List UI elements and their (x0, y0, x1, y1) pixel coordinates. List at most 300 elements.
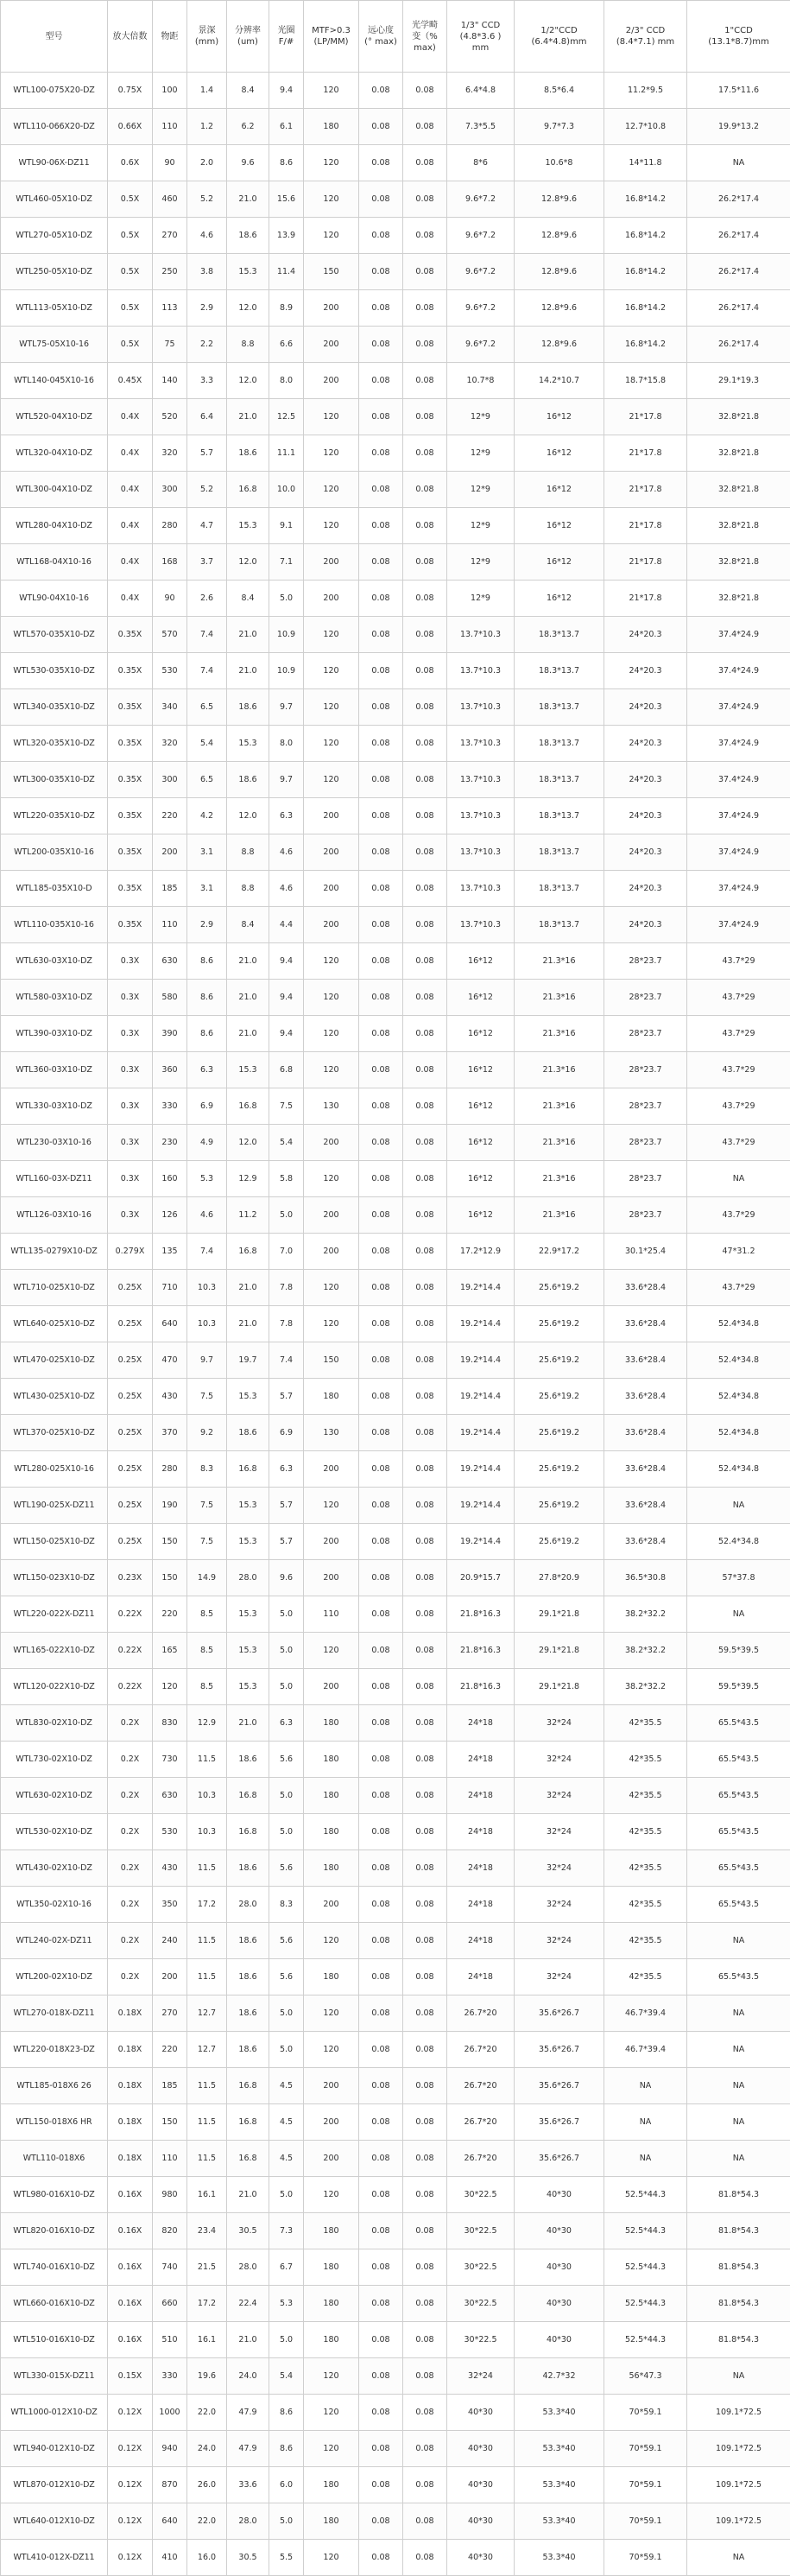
cell-working-distance: 1000 (153, 2395, 187, 2431)
cell-depth-of-field: 8.6 (187, 980, 227, 1016)
cell-ccd-one-inch: 43.7*29 (687, 1016, 790, 1052)
cell-ccd-one-inch: 43.7*29 (687, 1270, 790, 1306)
cell-working-distance: 330 (153, 2358, 187, 2395)
cell-working-distance: 660 (153, 2286, 187, 2322)
cell-ccd-one-third: 40*30 (447, 2431, 515, 2467)
cell-distortion: 0.08 (403, 1705, 447, 1742)
cell-telecentricity: 0.08 (359, 617, 403, 653)
cell-ccd-half: 21.3*16 (515, 980, 604, 1016)
cell-ccd-two-thirds: 36.5*30.8 (604, 1560, 687, 1596)
table-row (1, 1088, 790, 1125)
cell-distortion: 0.08 (403, 653, 447, 689)
cell-working-distance: 300 (153, 472, 187, 508)
cell-telecentricity: 0.08 (359, 1850, 403, 1887)
cell-depth-of-field: 6.5 (187, 762, 227, 798)
header-depth-of-field: 景深 (mm) (187, 1, 227, 73)
cell-working-distance: 190 (153, 1488, 187, 1524)
cell-telecentricity: 0.08 (359, 181, 403, 218)
cell-model: WTL100-075X20-DZ (1, 73, 108, 109)
cell-ccd-half: 16*12 (515, 508, 604, 544)
cell-magnification: 0.25X (108, 1342, 153, 1379)
cell-resolution: 21.0 (227, 617, 269, 653)
cell-ccd-half: 32*24 (515, 1923, 604, 1959)
cell-ccd-one-third: 19.2*14.4 (447, 1488, 515, 1524)
cell-magnification: 0.5X (108, 290, 153, 327)
cell-ccd-one-third: 16*12 (447, 1052, 515, 1088)
cell-ccd-one-inch: 29.1*19.3 (687, 363, 790, 399)
cell-mtf: 120 (304, 1306, 359, 1342)
cell-working-distance: 200 (153, 834, 187, 871)
cell-mtf: 120 (304, 1923, 359, 1959)
cell-ccd-half: 9.7*7.3 (515, 109, 604, 145)
cell-telecentricity: 0.08 (359, 1778, 403, 1814)
cell-ccd-two-thirds: NA (604, 2068, 687, 2104)
cell-magnification: 0.35X (108, 689, 153, 726)
cell-ccd-one-inch: 52.4*34.8 (687, 1342, 790, 1379)
cell-telecentricity: 0.08 (359, 254, 403, 290)
cell-mtf: 120 (304, 2032, 359, 2068)
cell-magnification: 0.35X (108, 617, 153, 653)
cell-ccd-one-third: 13.7*10.3 (447, 907, 515, 943)
cell-ccd-one-third: 19.2*14.4 (447, 1524, 515, 1560)
cell-depth-of-field: 4.9 (187, 1125, 227, 1161)
cell-model: WTL165-022X10-DZ (1, 1633, 108, 1669)
cell-ccd-two-thirds: 70*59.1 (604, 2503, 687, 2540)
cell-distortion: 0.08 (403, 907, 447, 943)
cell-aperture: 8.0 (269, 726, 304, 762)
table-row (1, 1197, 790, 1234)
cell-ccd-two-thirds: 28*23.7 (604, 1197, 687, 1234)
cell-model: WTL280-025X10-16 (1, 1451, 108, 1488)
cell-ccd-one-third: 19.2*14.4 (447, 1342, 515, 1379)
cell-ccd-half: 21.3*16 (515, 1052, 604, 1088)
cell-mtf: 200 (304, 798, 359, 834)
cell-distortion: 0.08 (403, 218, 447, 254)
cell-telecentricity: 0.08 (359, 1488, 403, 1524)
cell-resolution: 15.3 (227, 1596, 269, 1633)
cell-distortion: 0.08 (403, 2177, 447, 2213)
cell-aperture: 5.0 (269, 2503, 304, 2540)
cell-ccd-one-inch: NA (687, 1488, 790, 1524)
table-row (1, 2540, 790, 2576)
cell-ccd-two-thirds: 52.5*44.3 (604, 2213, 687, 2249)
cell-ccd-two-thirds: 33.6*28.4 (604, 1379, 687, 1415)
cell-mtf: 200 (304, 1197, 359, 1234)
cell-distortion: 0.08 (403, 980, 447, 1016)
cell-depth-of-field: 16.0 (187, 2540, 227, 2576)
cell-aperture: 7.4 (269, 1342, 304, 1379)
cell-ccd-two-thirds: 21*17.8 (604, 544, 687, 581)
cell-ccd-half: 16*12 (515, 472, 604, 508)
cell-ccd-one-inch: NA (687, 1923, 790, 1959)
cell-magnification: 0.2X (108, 1959, 153, 1995)
cell-model: WTL300-04X10-DZ (1, 472, 108, 508)
cell-resolution: 18.6 (227, 1742, 269, 1778)
cell-magnification: 0.3X (108, 943, 153, 980)
cell-ccd-half: 32*24 (515, 1778, 604, 1814)
cell-model: WTL110-066X20-DZ (1, 109, 108, 145)
cell-model: WTL90-06X-DZ11 (1, 145, 108, 181)
table-row (1, 762, 790, 798)
cell-distortion: 0.08 (403, 1379, 447, 1415)
cell-distortion: 0.08 (403, 1560, 447, 1596)
cell-telecentricity: 0.08 (359, 1415, 403, 1451)
cell-magnification: 0.16X (108, 2249, 153, 2286)
cell-magnification: 0.3X (108, 1052, 153, 1088)
cell-model: WTL350-02X10-16 (1, 1887, 108, 1923)
cell-ccd-one-third: 6.4*4.8 (447, 73, 515, 109)
cell-working-distance: 75 (153, 327, 187, 363)
cell-ccd-one-inch: NA (687, 2540, 790, 2576)
cell-distortion: 0.08 (403, 617, 447, 653)
header-ccd-two-thirds: 2/3" CCD (8.4*7.1) mm (604, 1, 687, 73)
cell-ccd-two-thirds: 16.8*14.2 (604, 290, 687, 327)
cell-mtf: 180 (304, 1379, 359, 1415)
cell-mtf: 120 (304, 617, 359, 653)
cell-depth-of-field: 7.4 (187, 617, 227, 653)
cell-ccd-one-inch: 81.8*54.3 (687, 2286, 790, 2322)
cell-working-distance: 980 (153, 2177, 187, 2213)
cell-resolution: 12.0 (227, 290, 269, 327)
header-resolution: 分辨率 (um) (227, 1, 269, 73)
cell-resolution: 15.3 (227, 508, 269, 544)
cell-working-distance: 110 (153, 2141, 187, 2177)
cell-model: WTL200-035X10-16 (1, 834, 108, 871)
cell-telecentricity: 0.08 (359, 2104, 403, 2141)
cell-ccd-half: 35.6*26.7 (515, 2141, 604, 2177)
cell-resolution: 11.2 (227, 1197, 269, 1234)
cell-ccd-half: 35.6*26.7 (515, 2032, 604, 2068)
cell-ccd-one-third: 12*9 (447, 581, 515, 617)
cell-depth-of-field: 16.1 (187, 2322, 227, 2358)
cell-ccd-one-inch: 65.5*43.5 (687, 1959, 790, 1995)
table-row (1, 73, 790, 109)
cell-ccd-one-inch: 37.4*24.9 (687, 762, 790, 798)
cell-ccd-one-third: 19.2*14.4 (447, 1306, 515, 1342)
cell-telecentricity: 0.08 (359, 1161, 403, 1197)
cell-mtf: 120 (304, 943, 359, 980)
cell-resolution: 16.8 (227, 1088, 269, 1125)
cell-telecentricity: 0.08 (359, 2395, 403, 2431)
cell-magnification: 0.25X (108, 1488, 153, 1524)
cell-model: WTL410-012X-DZ11 (1, 2540, 108, 2576)
cell-distortion: 0.08 (403, 1596, 447, 1633)
cell-ccd-one-inch: 109.1*72.5 (687, 2503, 790, 2540)
cell-depth-of-field: 1.4 (187, 73, 227, 109)
cell-depth-of-field: 8.5 (187, 1669, 227, 1705)
cell-ccd-two-thirds: 24*20.3 (604, 689, 687, 726)
cell-aperture: 6.9 (269, 1415, 304, 1451)
cell-telecentricity: 0.08 (359, 399, 403, 435)
cell-aperture: 5.3 (269, 2286, 304, 2322)
cell-ccd-one-inch: 65.5*43.5 (687, 1742, 790, 1778)
cell-ccd-two-thirds: 52.5*44.3 (604, 2177, 687, 2213)
table-row (1, 544, 790, 581)
cell-ccd-two-thirds: 28*23.7 (604, 980, 687, 1016)
cell-depth-of-field: 7.5 (187, 1379, 227, 1415)
cell-ccd-one-third: 32*24 (447, 2358, 515, 2395)
cell-aperture: 5.7 (269, 1488, 304, 1524)
header-row (1, 1, 790, 73)
cell-working-distance: 580 (153, 980, 187, 1016)
cell-depth-of-field: 11.5 (187, 2104, 227, 2141)
cell-resolution: 30.5 (227, 2540, 269, 2576)
cell-ccd-one-inch: NA (687, 1161, 790, 1197)
cell-working-distance: 126 (153, 1197, 187, 1234)
cell-model: WTL280-04X10-DZ (1, 508, 108, 544)
cell-ccd-one-inch: 43.7*29 (687, 943, 790, 980)
cell-aperture: 9.4 (269, 73, 304, 109)
cell-depth-of-field: 7.5 (187, 1524, 227, 1560)
cell-resolution: 21.0 (227, 1705, 269, 1742)
cell-magnification: 0.25X (108, 1379, 153, 1415)
cell-ccd-two-thirds: 33.6*28.4 (604, 1270, 687, 1306)
cell-distortion: 0.08 (403, 1052, 447, 1088)
cell-magnification: 0.2X (108, 1814, 153, 1850)
cell-mtf: 200 (304, 1524, 359, 1560)
cell-resolution: 21.0 (227, 1270, 269, 1306)
cell-ccd-one-inch: 59.5*39.5 (687, 1633, 790, 1669)
cell-working-distance: 530 (153, 653, 187, 689)
cell-working-distance: 430 (153, 1379, 187, 1415)
cell-ccd-one-third: 9.6*7.2 (447, 254, 515, 290)
cell-magnification: 0.18X (108, 2141, 153, 2177)
cell-telecentricity: 0.08 (359, 544, 403, 581)
cell-ccd-one-third: 30*22.5 (447, 2213, 515, 2249)
cell-working-distance: 390 (153, 1016, 187, 1052)
cell-ccd-two-thirds: 38.2*32.2 (604, 1669, 687, 1705)
cell-distortion: 0.08 (403, 435, 447, 472)
cell-ccd-one-third: 20.9*15.7 (447, 1560, 515, 1596)
table-row (1, 1524, 790, 1560)
cell-ccd-one-third: 21.8*16.3 (447, 1669, 515, 1705)
cell-model: WTL980-016X10-DZ (1, 2177, 108, 2213)
cell-ccd-half: 16*12 (515, 435, 604, 472)
cell-resolution: 21.0 (227, 181, 269, 218)
table-row (1, 653, 790, 689)
cell-aperture: 4.4 (269, 907, 304, 943)
cell-ccd-two-thirds: NA (604, 2141, 687, 2177)
cell-model: WTL820-016X10-DZ (1, 2213, 108, 2249)
cell-ccd-one-third: 12*9 (447, 399, 515, 435)
table-row (1, 907, 790, 943)
table-row (1, 145, 790, 181)
cell-ccd-two-thirds: 16.8*14.2 (604, 254, 687, 290)
cell-distortion: 0.08 (403, 1524, 447, 1560)
cell-distortion: 0.08 (403, 1995, 447, 2032)
cell-magnification: 0.22X (108, 1596, 153, 1633)
cell-mtf: 130 (304, 1415, 359, 1451)
header-aperture: 光圈 F/# (269, 1, 304, 73)
cell-model: WTL940-012X10-DZ (1, 2431, 108, 2467)
cell-distortion: 0.08 (403, 109, 447, 145)
cell-ccd-one-third: 9.6*7.2 (447, 290, 515, 327)
cell-aperture: 10.9 (269, 617, 304, 653)
cell-ccd-two-thirds: 28*23.7 (604, 1161, 687, 1197)
cell-ccd-half: 12.8*9.6 (515, 254, 604, 290)
cell-ccd-two-thirds: 21*17.8 (604, 435, 687, 472)
cell-ccd-one-third: 16*12 (447, 1125, 515, 1161)
cell-depth-of-field: 12.7 (187, 2032, 227, 2068)
cell-ccd-one-inch: 26.2*17.4 (687, 218, 790, 254)
cell-mtf: 120 (304, 762, 359, 798)
cell-aperture: 4.6 (269, 871, 304, 907)
cell-resolution: 8.8 (227, 834, 269, 871)
cell-depth-of-field: 8.5 (187, 1633, 227, 1669)
cell-aperture: 8.9 (269, 290, 304, 327)
cell-magnification: 0.4X (108, 581, 153, 617)
cell-telecentricity: 0.08 (359, 1995, 403, 2032)
cell-ccd-one-third: 24*18 (447, 1742, 515, 1778)
table-row (1, 1669, 790, 1705)
cell-magnification: 0.25X (108, 1306, 153, 1342)
cell-mtf: 180 (304, 2322, 359, 2358)
cell-telecentricity: 0.08 (359, 1234, 403, 1270)
cell-ccd-half: 53.3*40 (515, 2467, 604, 2503)
cell-resolution: 47.9 (227, 2431, 269, 2467)
cell-magnification: 0.25X (108, 1270, 153, 1306)
cell-model: WTL220-018X23-DZ (1, 2032, 108, 2068)
cell-depth-of-field: 26.0 (187, 2467, 227, 2503)
table-row (1, 508, 790, 544)
cell-aperture: 5.0 (269, 2032, 304, 2068)
table-row (1, 2141, 790, 2177)
cell-resolution: 15.3 (227, 1488, 269, 1524)
cell-resolution: 47.9 (227, 2395, 269, 2431)
cell-aperture: 6.1 (269, 109, 304, 145)
cell-aperture: 13.9 (269, 218, 304, 254)
cell-mtf: 120 (304, 218, 359, 254)
cell-aperture: 7.1 (269, 544, 304, 581)
cell-telecentricity: 0.08 (359, 871, 403, 907)
cell-distortion: 0.08 (403, 2141, 447, 2177)
cell-working-distance: 470 (153, 1342, 187, 1379)
cell-ccd-half: 25.6*19.2 (515, 1379, 604, 1415)
cell-ccd-half: 40*30 (515, 2286, 604, 2322)
table-row (1, 1052, 790, 1088)
cell-telecentricity: 0.08 (359, 2213, 403, 2249)
cell-resolution: 9.6 (227, 145, 269, 181)
cell-model: WTL730-02X10-DZ (1, 1742, 108, 1778)
cell-model: WTL120-022X10-DZ (1, 1669, 108, 1705)
cell-ccd-one-third: 21.8*16.3 (447, 1596, 515, 1633)
cell-ccd-two-thirds: 42*35.5 (604, 1742, 687, 1778)
cell-magnification: 0.5X (108, 254, 153, 290)
table-row (1, 1488, 790, 1524)
table-row (1, 109, 790, 145)
cell-resolution: 15.3 (227, 726, 269, 762)
cell-telecentricity: 0.08 (359, 653, 403, 689)
cell-ccd-half: 53.3*40 (515, 2431, 604, 2467)
cell-depth-of-field: 5.2 (187, 472, 227, 508)
cell-distortion: 0.08 (403, 1306, 447, 1342)
cell-ccd-two-thirds: 42*35.5 (604, 1705, 687, 1742)
cell-aperture: 6.8 (269, 1052, 304, 1088)
table-row (1, 2068, 790, 2104)
cell-depth-of-field: 3.1 (187, 871, 227, 907)
cell-depth-of-field: 12.7 (187, 1995, 227, 2032)
cell-ccd-one-inch: NA (687, 2104, 790, 2141)
cell-mtf: 200 (304, 2141, 359, 2177)
cell-depth-of-field: 2.6 (187, 581, 227, 617)
cell-distortion: 0.08 (403, 1125, 447, 1161)
cell-distortion: 0.08 (403, 1161, 447, 1197)
cell-distortion: 0.08 (403, 871, 447, 907)
cell-ccd-one-third: 13.7*10.3 (447, 689, 515, 726)
cell-magnification: 0.12X (108, 2395, 153, 2431)
cell-model: WTL370-025X10-DZ (1, 1415, 108, 1451)
cell-magnification: 0.18X (108, 2032, 153, 2068)
cell-distortion: 0.08 (403, 1850, 447, 1887)
cell-ccd-one-inch: 32.8*21.8 (687, 472, 790, 508)
cell-aperture: 9.4 (269, 1016, 304, 1052)
table-row (1, 1342, 790, 1379)
cell-depth-of-field: 3.3 (187, 363, 227, 399)
cell-aperture: 10.9 (269, 653, 304, 689)
cell-depth-of-field: 6.4 (187, 399, 227, 435)
table-row (1, 1306, 790, 1342)
cell-distortion: 0.08 (403, 1088, 447, 1125)
cell-working-distance: 150 (153, 2104, 187, 2141)
cell-ccd-two-thirds: 33.6*28.4 (604, 1451, 687, 1488)
cell-depth-of-field: 9.7 (187, 1342, 227, 1379)
cell-mtf: 150 (304, 254, 359, 290)
cell-mtf: 120 (304, 1995, 359, 2032)
cell-resolution: 15.3 (227, 1052, 269, 1088)
cell-ccd-one-third: 26.7*20 (447, 2141, 515, 2177)
table-row (1, 834, 790, 871)
cell-ccd-two-thirds: 42*35.5 (604, 1778, 687, 1814)
cell-ccd-two-thirds: 12.7*10.8 (604, 109, 687, 145)
cell-resolution: 16.8 (227, 1814, 269, 1850)
cell-working-distance: 630 (153, 1778, 187, 1814)
cell-model: WTL110-035X10-16 (1, 907, 108, 943)
cell-ccd-half: 21.3*16 (515, 1125, 604, 1161)
cell-distortion: 0.08 (403, 508, 447, 544)
cell-mtf: 180 (304, 2249, 359, 2286)
cell-ccd-one-third: 19.2*14.4 (447, 1415, 515, 1451)
cell-model: WTL110-018X6 (1, 2141, 108, 2177)
cell-aperture: 5.6 (269, 1959, 304, 1995)
cell-depth-of-field: 14.9 (187, 1560, 227, 1596)
cell-depth-of-field: 11.5 (187, 2068, 227, 2104)
cell-model: WTL168-04X10-16 (1, 544, 108, 581)
cell-mtf: 180 (304, 1814, 359, 1850)
cell-ccd-two-thirds: 14*11.8 (604, 145, 687, 181)
cell-telecentricity: 0.08 (359, 2141, 403, 2177)
cell-aperture: 7.5 (269, 1088, 304, 1125)
cell-ccd-two-thirds: 42*35.5 (604, 1959, 687, 1995)
cell-resolution: 18.6 (227, 1959, 269, 1995)
cell-mtf: 180 (304, 1705, 359, 1742)
cell-magnification: 0.2X (108, 1705, 153, 1742)
cell-telecentricity: 0.08 (359, 1887, 403, 1923)
cell-model: WTL185-035X10-D (1, 871, 108, 907)
cell-ccd-half: 53.3*40 (515, 2395, 604, 2431)
cell-mtf: 120 (304, 435, 359, 472)
cell-distortion: 0.08 (403, 327, 447, 363)
cell-ccd-two-thirds: 46.7*39.4 (604, 2032, 687, 2068)
cell-depth-of-field: 4.6 (187, 218, 227, 254)
cell-depth-of-field: 9.2 (187, 1415, 227, 1451)
cell-aperture: 5.4 (269, 2358, 304, 2395)
table-row (1, 2395, 790, 2431)
cell-telecentricity: 0.08 (359, 2503, 403, 2540)
cell-resolution: 12.0 (227, 363, 269, 399)
table-row (1, 1814, 790, 1850)
cell-telecentricity: 0.08 (359, 2358, 403, 2395)
cell-ccd-one-third: 30*22.5 (447, 2322, 515, 2358)
